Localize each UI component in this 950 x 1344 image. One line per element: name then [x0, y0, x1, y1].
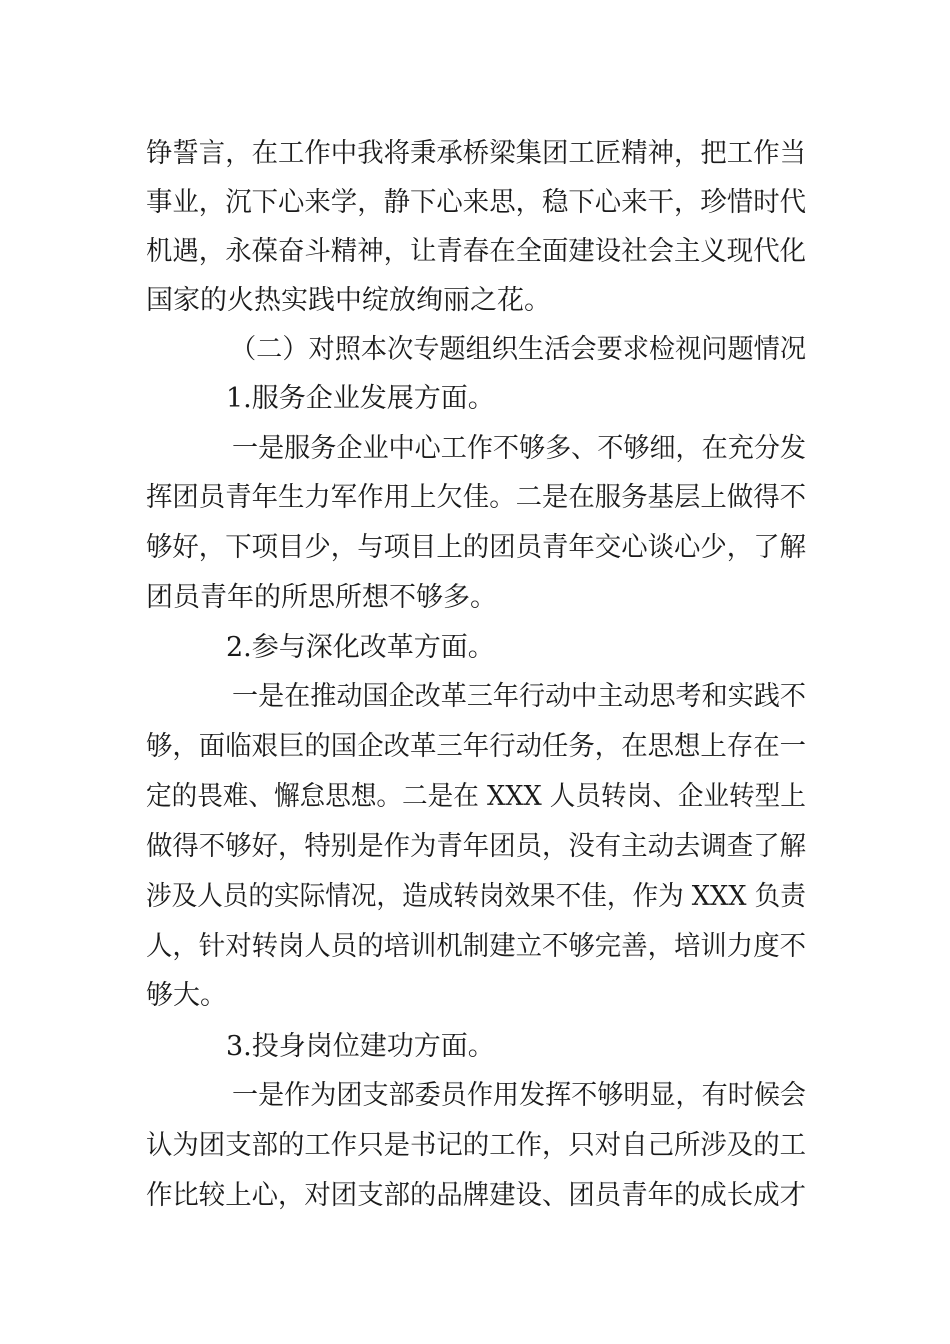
paragraph-line: 一是作为团支部委员作用发挥不够明显，有时候会 [232, 1080, 806, 1111]
paragraph-line: 一是服务企业中心工作不够多、不够细，在充分发 [232, 433, 806, 464]
subsection-heading: 1.服务企业发展方面。 [226, 383, 495, 414]
paragraph-line: 够，面临艰巨的国企改革三年行动任务，在思想上存在一 [146, 731, 806, 762]
subsection-heading: 2.参与深化改革方面。 [226, 632, 495, 663]
paragraph-line: 团员青年的所思所想不够多。 [146, 582, 497, 613]
paragraph-line: 机遇，永葆奋斗精神，让青春在全面建设社会主义现代化 [146, 236, 806, 267]
paragraph-line: 一是在推动国企改革三年行动中主动思考和实践不 [232, 681, 806, 712]
paragraph-line: 够好，下项目少，与项目上的团员青年交心谈心少，了解 [146, 532, 806, 563]
paragraph-line: 作比较上心，对团支部的品牌建设、团员青年的成长成才 [146, 1180, 806, 1211]
paragraph-line: 国家的火热实践中绽放绚丽之花。 [146, 285, 551, 316]
paragraph-line: 挥团员青年生力军作用上欠佳。二是在服务基层上做得不 [146, 482, 806, 513]
paragraph-line: 涉及人员的实际情况，造成转岗效果不佳，作为 XXX 负责 [146, 881, 806, 912]
paragraph-line: 够大。 [146, 980, 227, 1011]
paragraph-line: 铮誓言，在工作中我将秉承桥梁集团工匠精神，把工作当 [146, 138, 806, 169]
paragraph-line: 定的畏难、懈怠思想。二是在 XXX 人员转岗、企业转型上 [146, 781, 806, 812]
paragraph-line: 做得不够好，特别是作为青年团员，没有主动去调查了解 [146, 831, 806, 862]
subsection-heading: 3.投身岗位建功方面。 [226, 1031, 495, 1062]
section-heading: （二）对照本次专题组织生活会要求检视问题情况 [230, 334, 806, 365]
paragraph-line: 人，针对转岗人员的培训机制建立不够完善，培训力度不 [146, 931, 806, 962]
paragraph-line: 认为团支部的工作只是书记的工作，只对自己所涉及的工 [146, 1130, 806, 1161]
paragraph-line: 事业，沉下心来学，静下心来思，稳下心来干，珍惜时代 [146, 187, 806, 218]
